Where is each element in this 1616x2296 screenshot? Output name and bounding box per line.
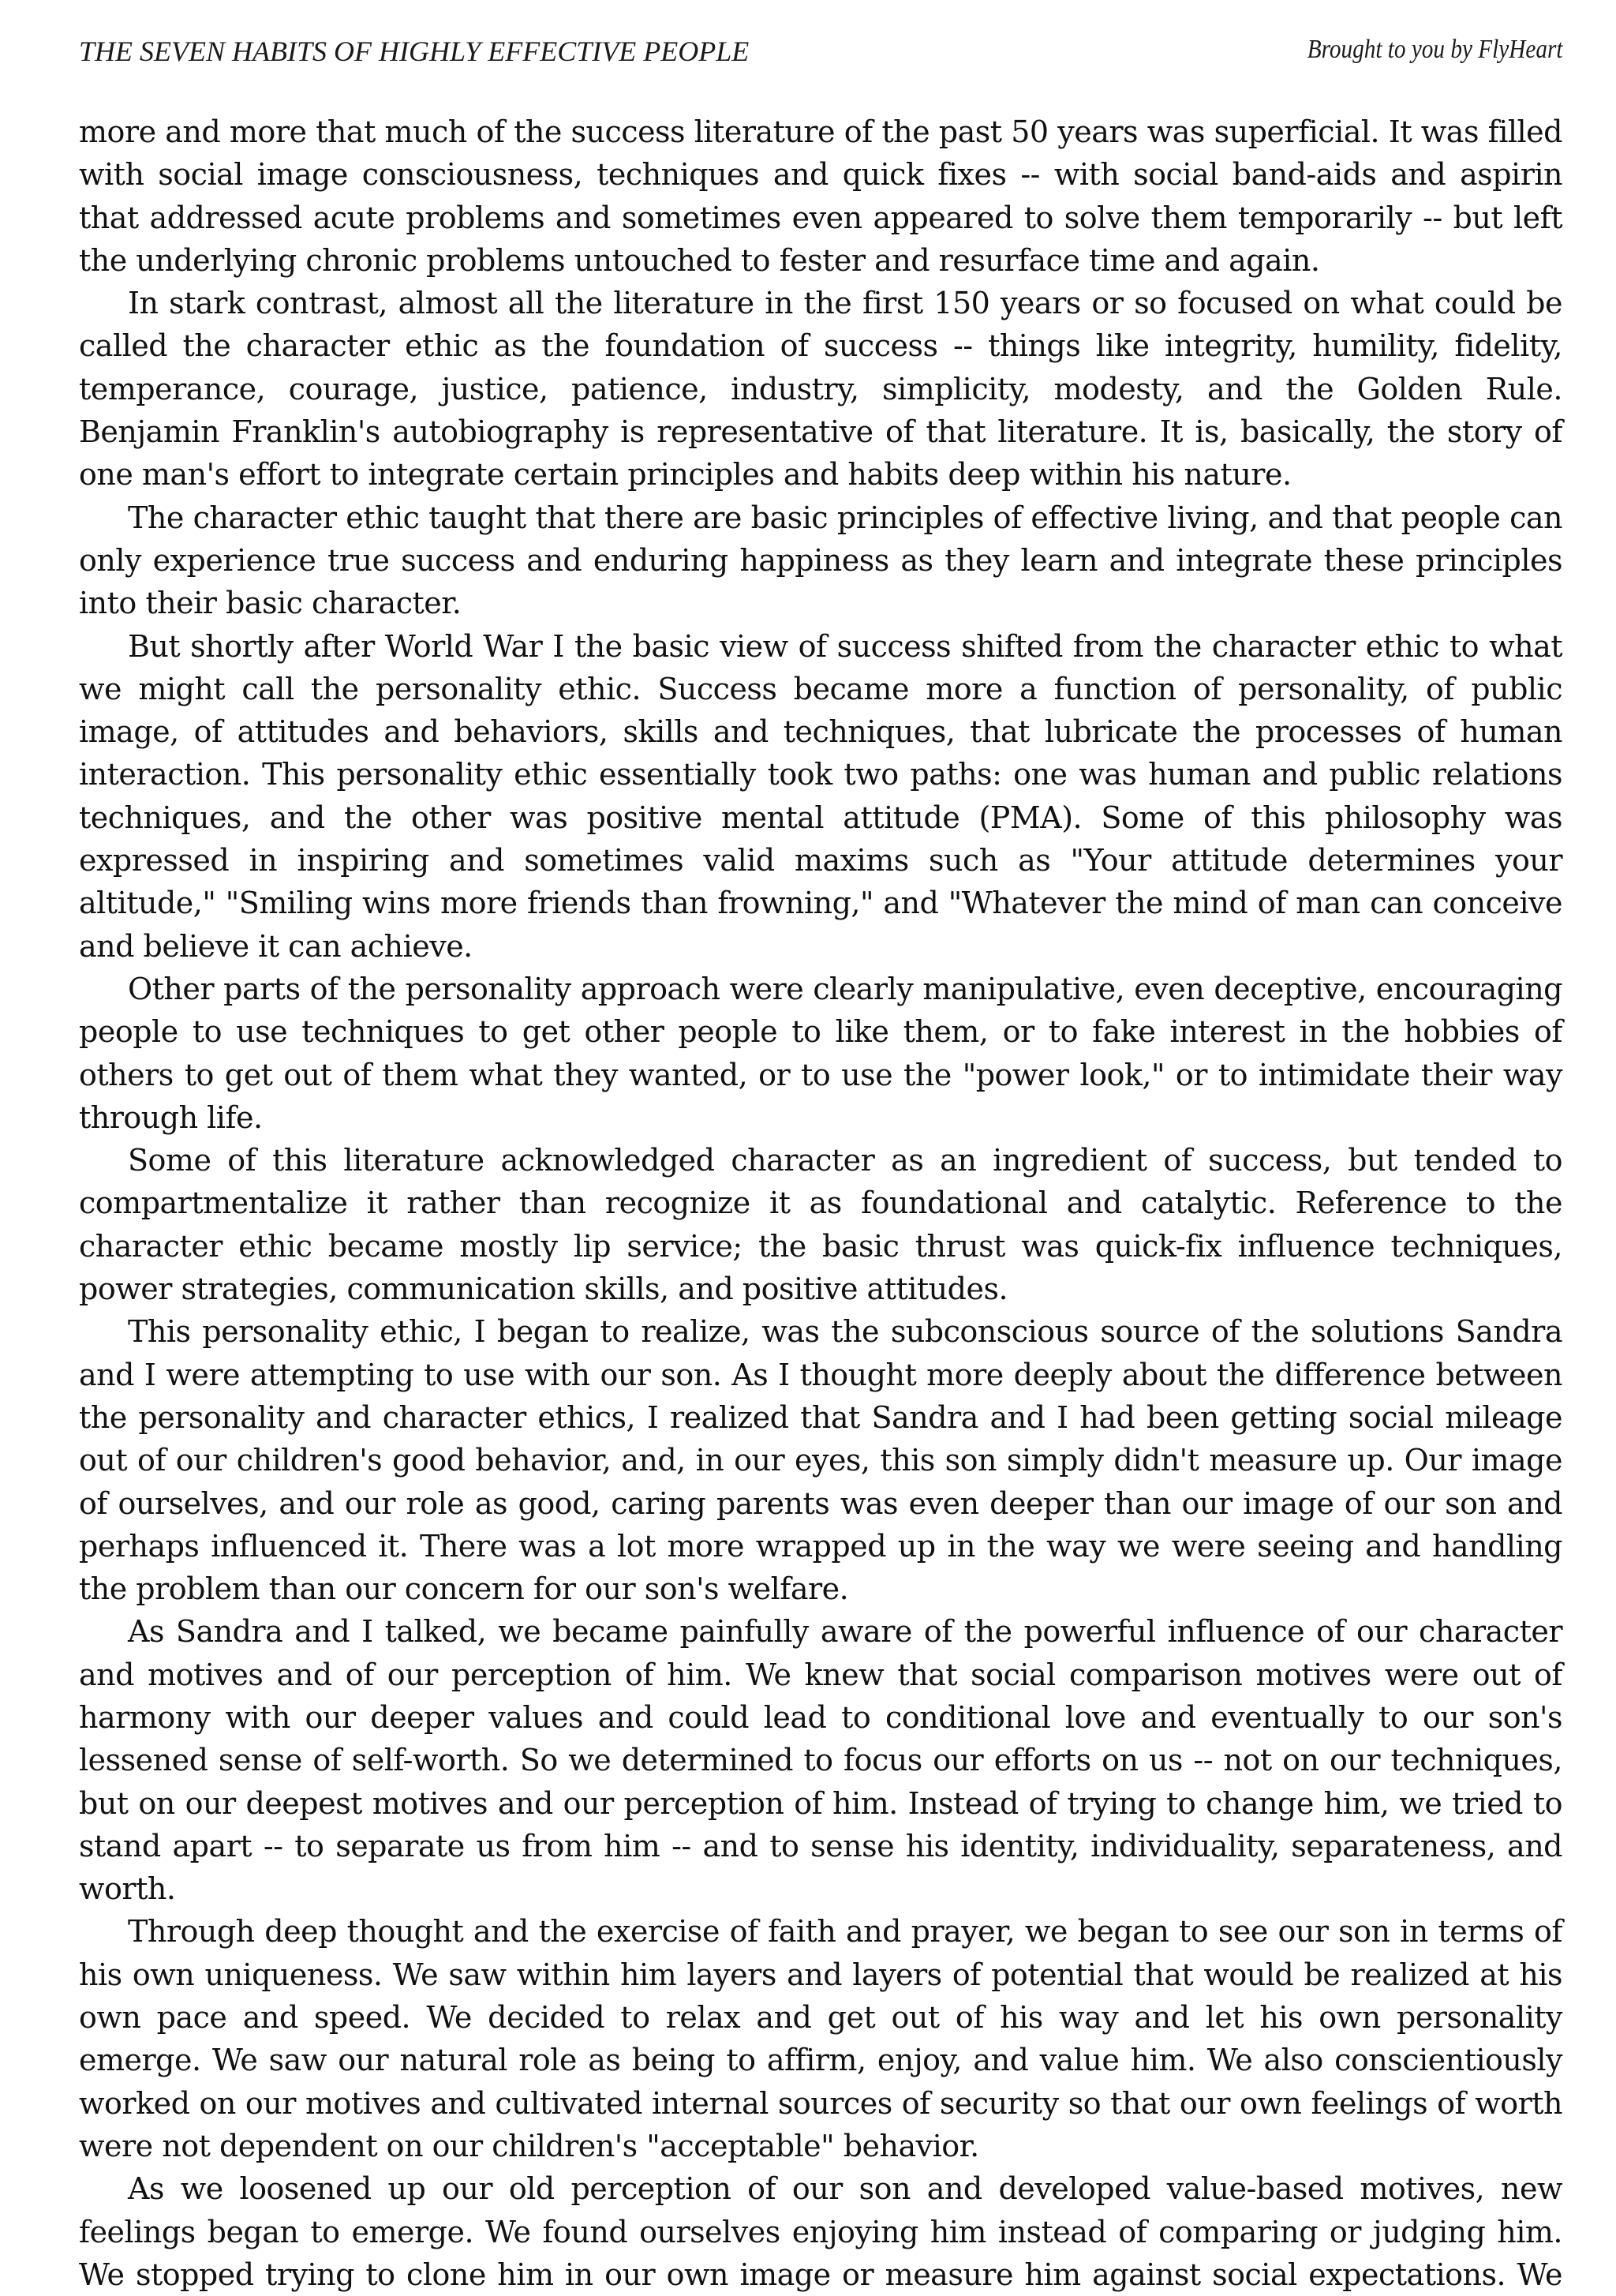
paragraph: As we loosened up our old perception of our son and developed value-based motives, new feelings began to emerge. We found ourselves enjoying him instead of comparing or judging him. We stopped trying to clone him in our own image or measure him against social expectations. We xyxy=(79,2171,1562,2292)
paragraph: But shortly after World War I the basic view of success shifted from the character ethic to what we might call the personality ethic. Success became more a function of personality, of public image, of attitudes and behaviors, skills and techniques, that lubricate the processes of human interaction. This personality ethic essentially took two paths: one was human and public relations techniques, and the other was positive mental attitude (PMA). Some of this philosophy was expressed in inspiring and sometimes valid maxims such as "Your attitude determines your altitude," "Smiling wins more friends than frowning," and "Whatever the mind of man can conceive and believe it can achieve. xyxy=(79,628,1562,964)
attribution: Brought to you by FlyHeart xyxy=(1307,35,1562,64)
paragraph: The character ethic taught that there are basic principles of effective living, and that people can only experience true success and enduring happiness as they learn and integrate these principles into their basic character. xyxy=(79,500,1562,621)
paragraph: Some of this literature acknowledged character as an ingredient of success, but tended to compartmentalize it rather than recognize it as foundational and catalytic. Reference to the character ethic became mostly lip service; the basic thrust was quick-fix influence techniques, power strategies, communication skills, and positive attitudes. xyxy=(79,1143,1562,1307)
body-text xyxy=(79,110,1562,2296)
paragraph: more and more that much of the success literature of the past 50 years was superficial. It was filled with social image consciousness, techniques and quick fixes -- with social band-aids and aspirin that addressed acute problems and sometimes even appeared to solve them temporarily -- but left the underlying chronic problems untouched to fester and resurface time and again. xyxy=(79,114,1562,278)
paragraph: As Sandra and I talked, we became painfully aware of the powerful influence of our character and motives and of our perception of him. We knew that social comparison motives were out of harmony with our deeper values and could lead to conditional love and eventually to our son's lessened sense of self-worth. So we determined to focus our efforts on us -- not on our techniques, but on our deepest motives and our perception of him. Instead of trying to change him, we tried to stand apart -- to separate us from him -- and to sense his identity, individuality, separateness, and worth. xyxy=(79,1614,1562,1907)
paragraph: Through deep thought and the exercise of faith and prayer, we began to see our son in terms of his own uniqueness. We saw within him layers and layers of potential that would be realized at his own pace and speed. We decided to relax and get out of his way and let his own personality emerge. We saw our natural role as being to affirm, enjoy, and value him. We also conscientiously worked on our motives and cultivated internal sources of security so that our own feelings of worth were not dependent on our children's "acceptable" behavior. xyxy=(79,1914,1562,2163)
paragraph: This personality ethic, I began to realize, was the subconscious source of the solutions Sandra and I were attempting to use with our son. As I thought more deeply about the difference between the personality and character ethics, I realized that Sandra and I had been getting social mileage out of our children's good behavior, and, in our eyes, this son simply didn't measure up. Our image of ourselves, and our role as good, caring parents was even deeper than our image of our son and perhaps influenced it. There was a lot more wrapped up in the way we were seeing and handling the problem than our concern for our son's welfare. xyxy=(79,1314,1562,1607)
running-header xyxy=(79,35,1562,74)
paragraph: In stark contrast, almost all the literature in the first 150 years or so focused on what could be called the character ethic as the foundation of success -- things like integrity, humility, fidelity, temperance, courage, justice, patience, industry, simplicity, modesty, and the Golden Rule. Benjamin Franklin's autobiography is representative of that literature. It is, basically, the story of one man's effort to integrate certain principles and habits deep within his nature. xyxy=(79,286,1562,493)
book-title: THE SEVEN HABITS OF HIGHLY EFFECTIVE PEOPLE xyxy=(79,36,750,67)
paragraph: Other parts of the personality approach were clearly manipulative, even deceptive, encouraging people to use techniques to get other people to like them, or to fake interest in the hobbies of others to get out of them what they wanted, or to use the "power look," or to intimidate their way through life. xyxy=(79,971,1562,1135)
